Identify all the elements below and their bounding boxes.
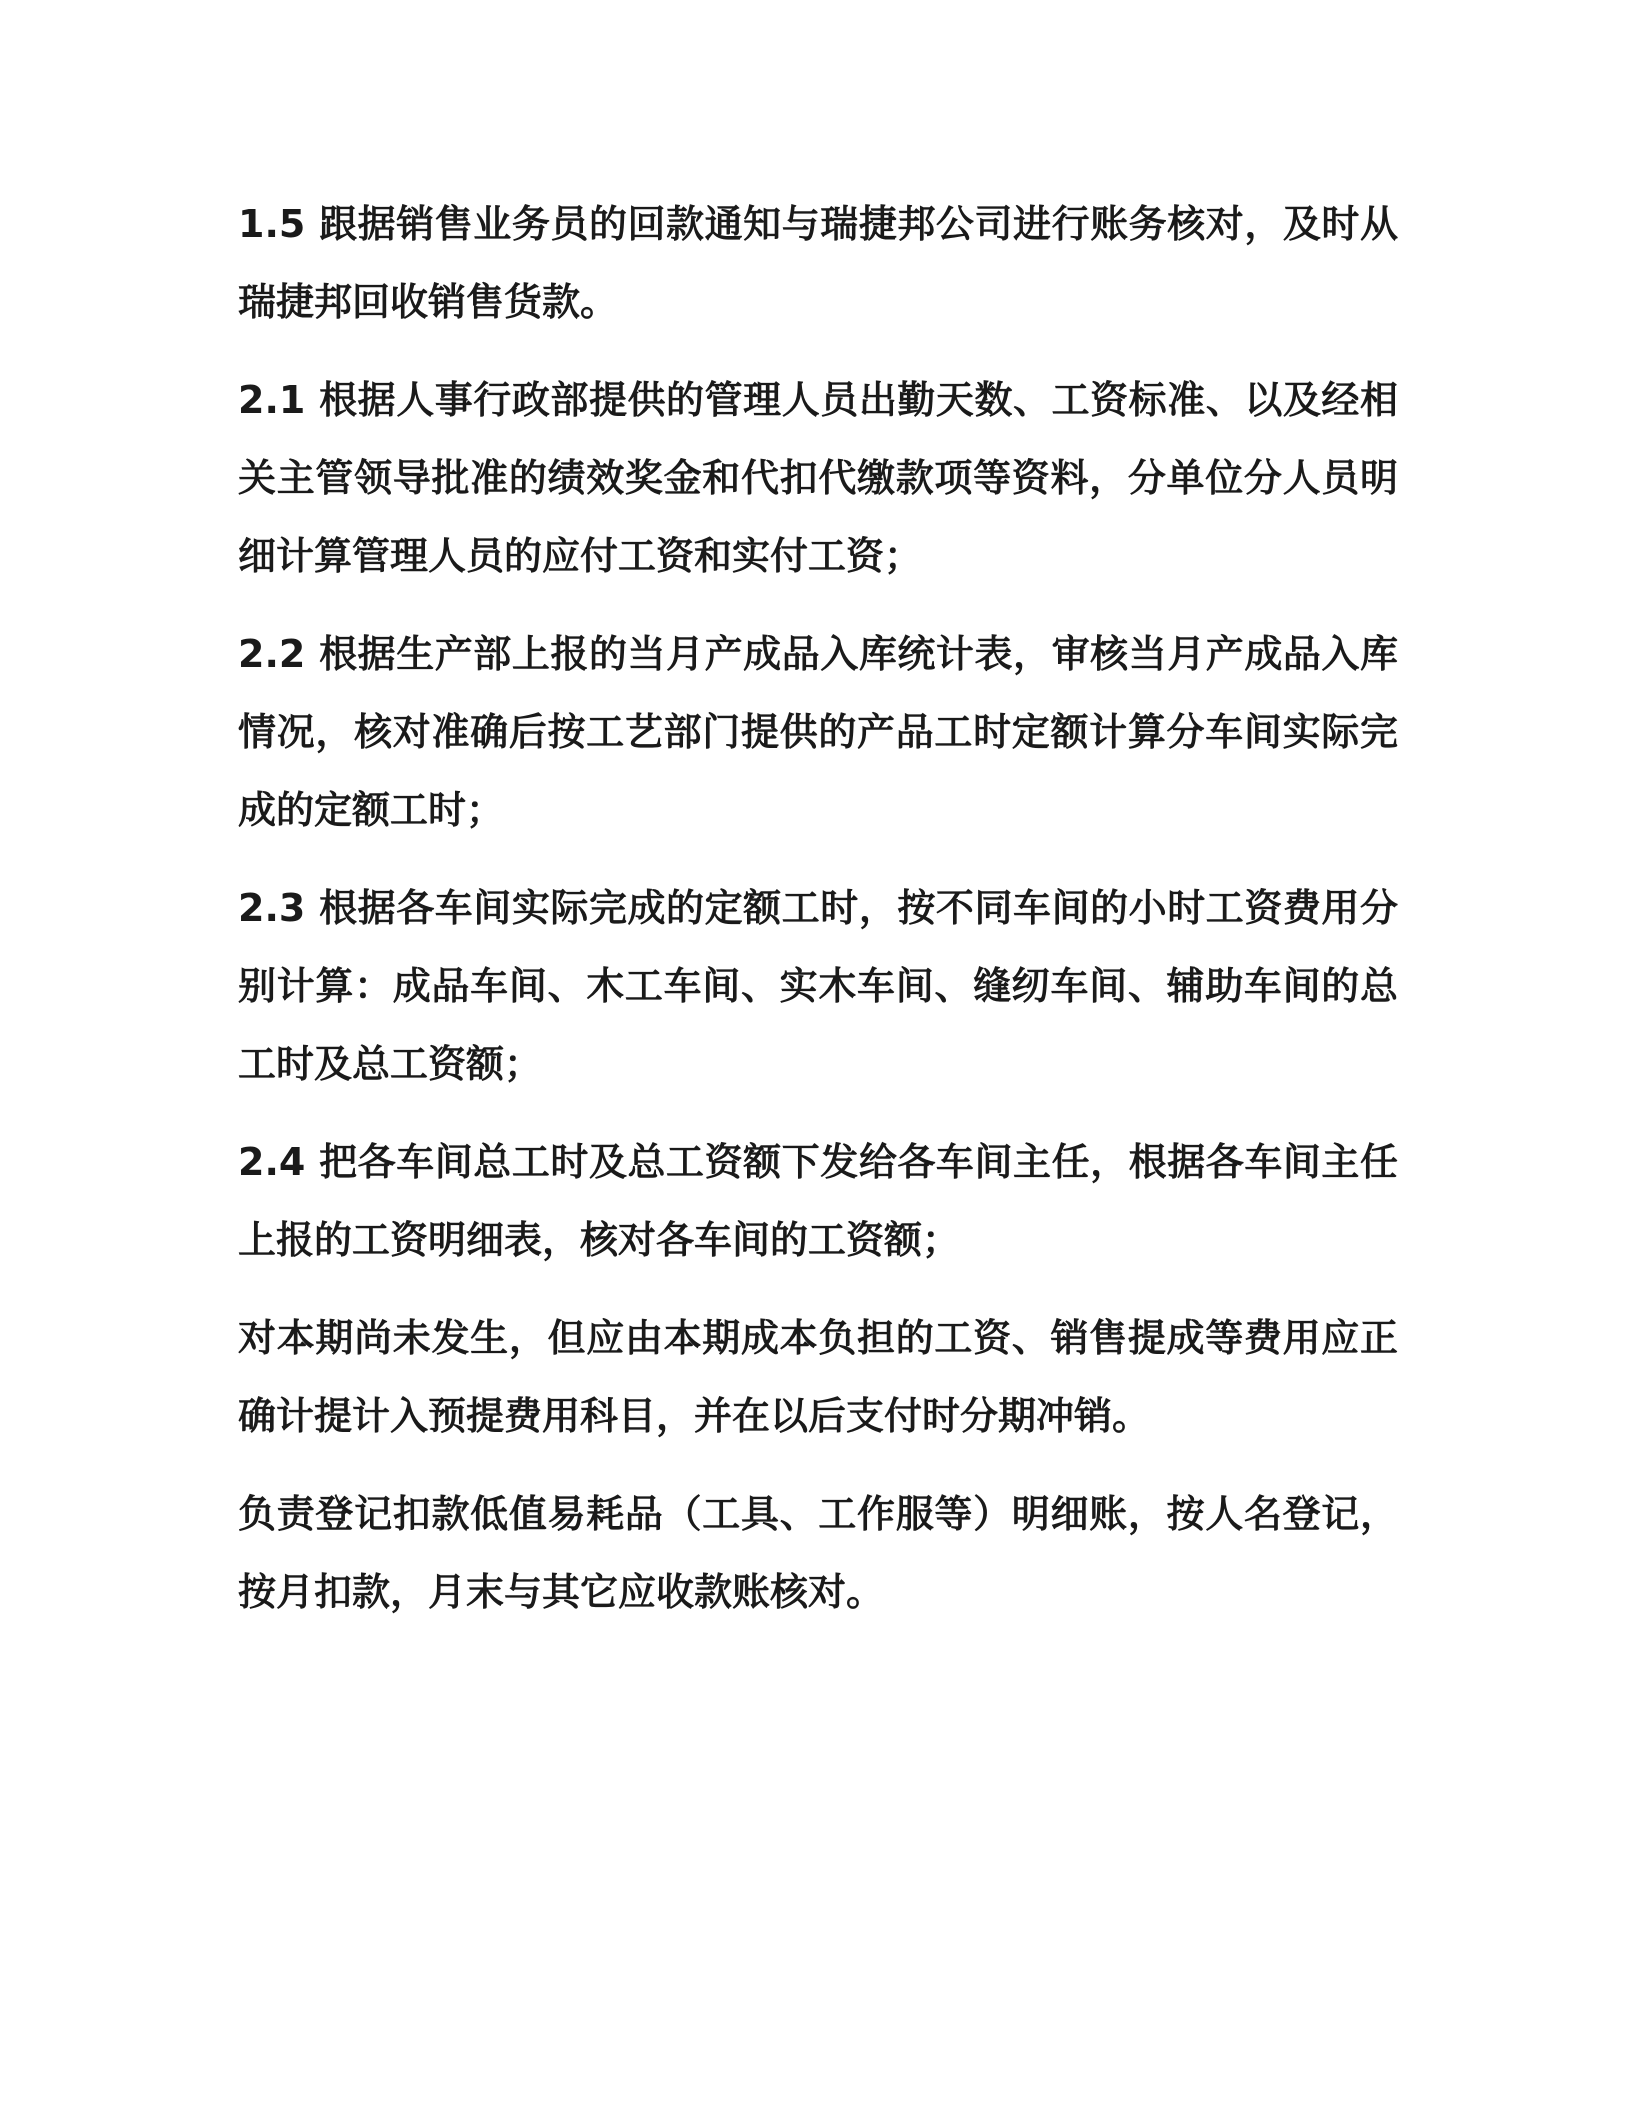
document-body <box>238 185 1398 1651</box>
paragraph-2-3: 2.3 根据各车间实际完成的定额工时，按不同车间的小时工资费用分别计算：成品车间、木工车间、实木车间、缝纫车间、辅助车间的总工时及总工资额； <box>238 886 1398 1086</box>
paragraph-2-4: 2.4 把各车间总工时及总工资额下发给各车间主任，根据各车间主任上报的工资明细表，核对各车间的工资额； <box>238 1140 1398 1262</box>
paragraph-accrual: 对本期尚未发生，但应由本期成本负担的工资、销售提成等费用应正确计提计入预提费用科目，并在以后支付时分期冲销。 <box>238 1316 1398 1438</box>
paragraph-2-1: 2.1 根据人事行政部提供的管理人员出勤天数、工资标准、以及经相关主管领导批准的绩效奖金和代扣代缴款项等资料，分单位分人员明细计算管理人员的应付工资和实付工资； <box>238 378 1398 578</box>
paragraph-2-2: 2.2 根据生产部上报的当月产成品入库统计表，审核当月产成品入库情况，核对准确后按工艺部门提供的产品工时定额计算分车间实际完成的定额工时； <box>238 632 1398 832</box>
paragraph-1-5: 1.5 跟据销售业务员的回款通知与瑞捷邦公司进行账务核对，及时从瑞捷邦回收销售货款。 <box>238 202 1398 324</box>
paragraph-consumables: 负责登记扣款低值易耗品（工具、工作服等）明细账，按人名登记，按月扣款，月末与其它应收款账核对。 <box>238 1492 1398 1614</box>
